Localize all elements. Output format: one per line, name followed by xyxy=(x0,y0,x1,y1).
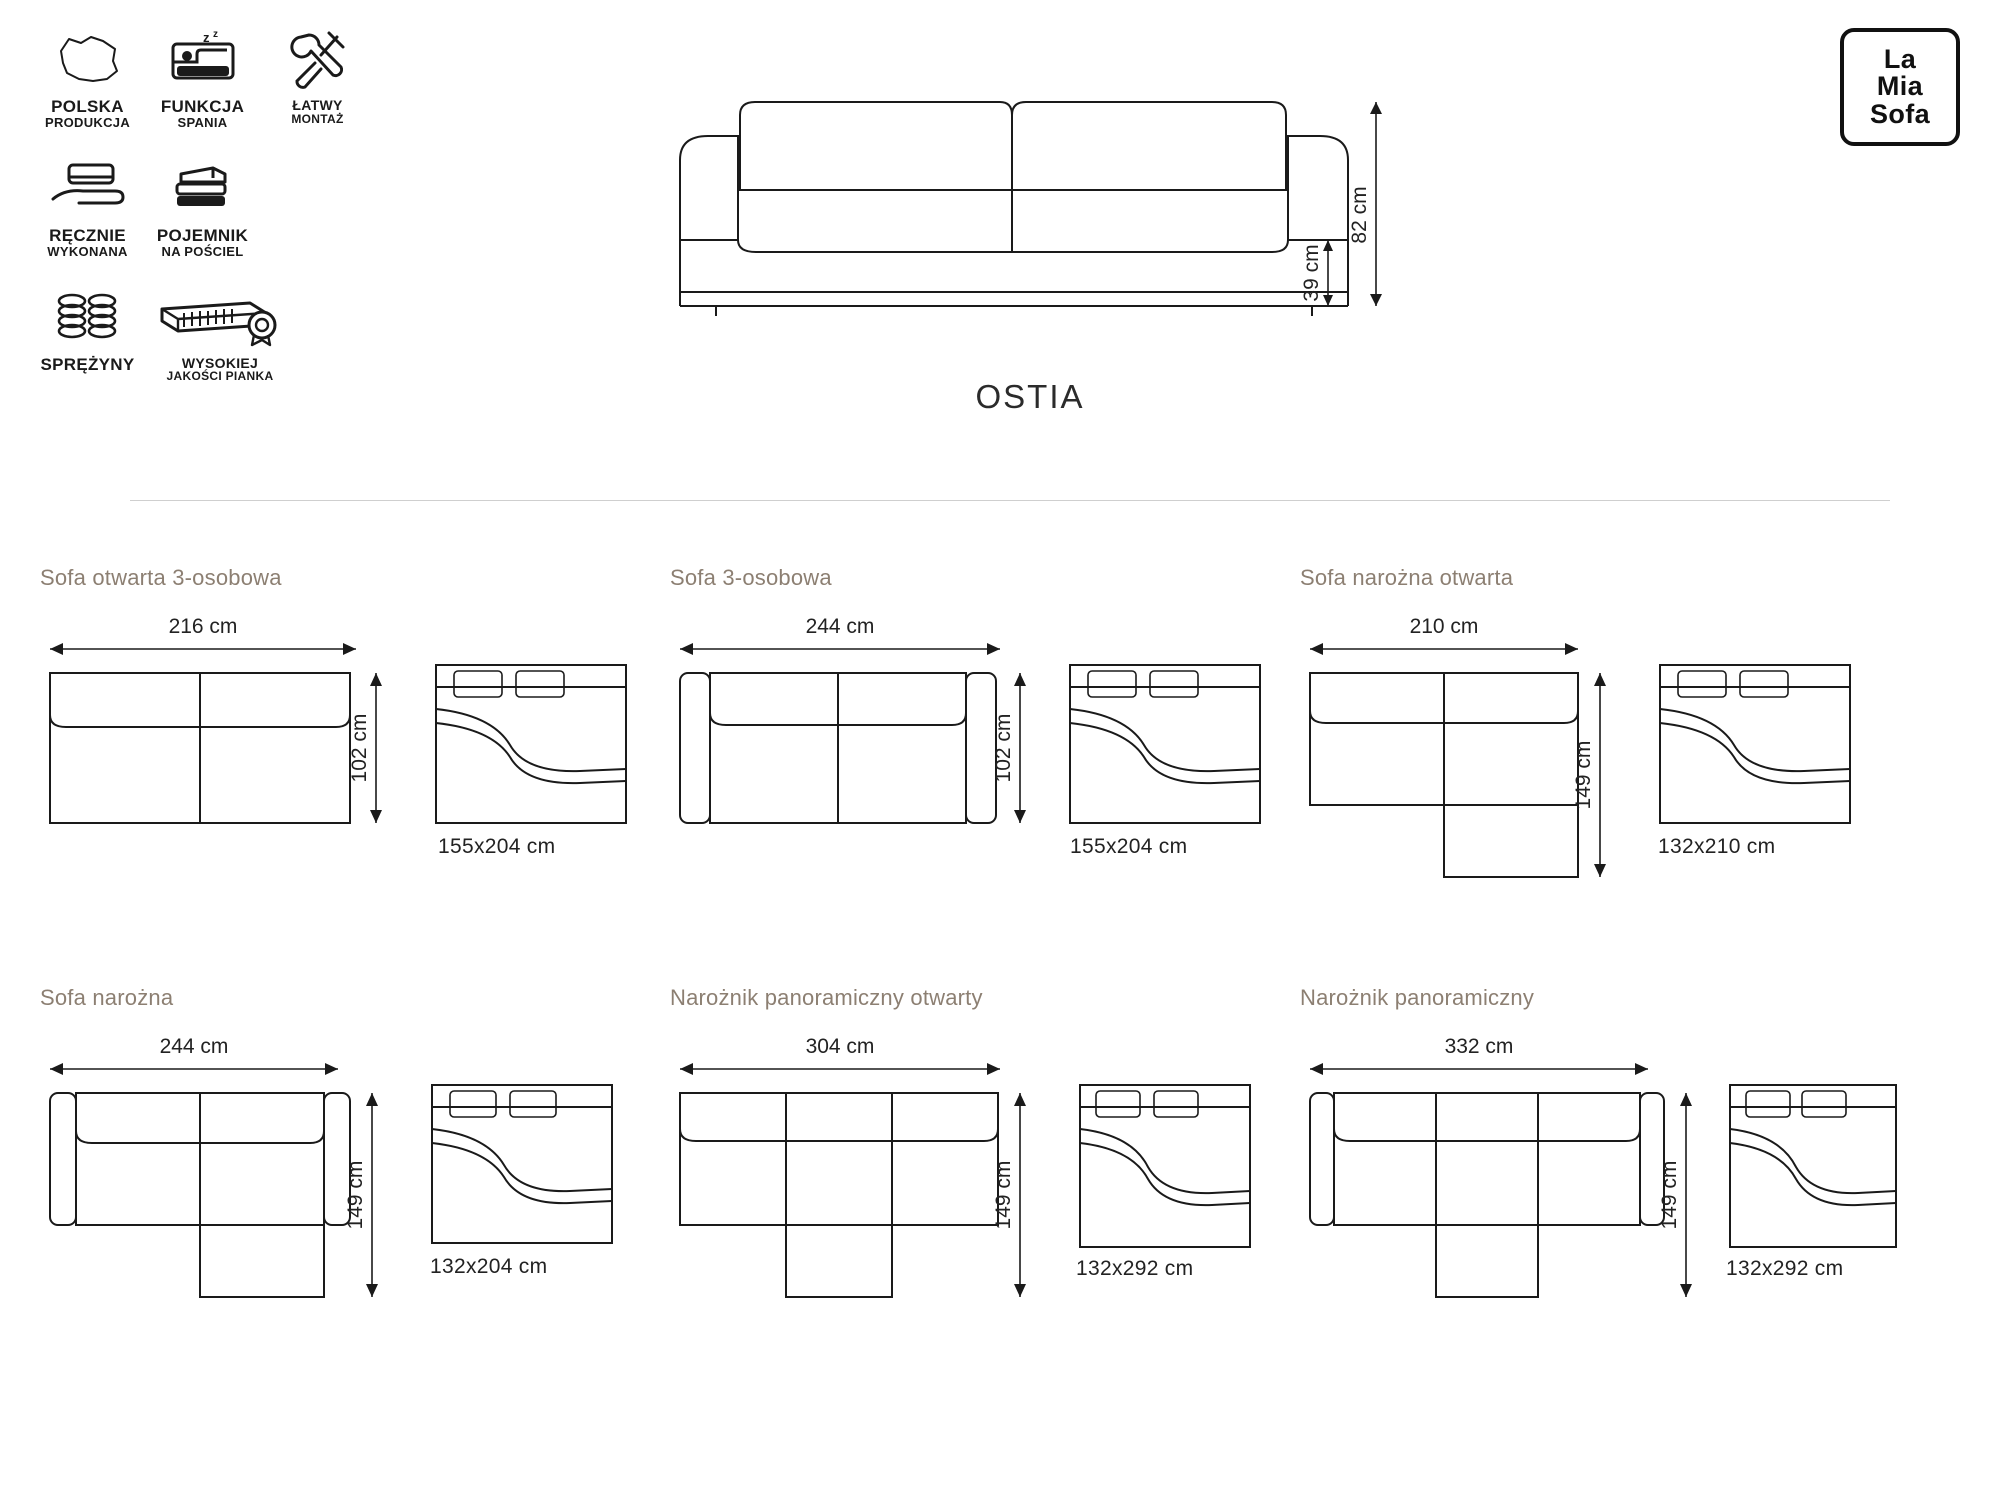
feature-label-line1: ŁATWY xyxy=(292,97,343,113)
variant-width-label: 332 cm xyxy=(1444,1035,1514,1058)
bedding-storage-icon xyxy=(167,149,239,227)
variant-depth-label: 102 cm xyxy=(348,713,371,783)
feature-wysokiej-jakosci-pianka xyxy=(145,278,295,384)
variant-depth-label: 149 cm xyxy=(1658,1160,1681,1230)
variant-sofa-narozna xyxy=(40,985,640,1305)
variant-sofa-narozna-otwarta xyxy=(1300,565,1900,885)
springs-icon xyxy=(50,278,126,356)
feature-row-2 xyxy=(30,149,410,260)
variant-bed-label: 132x204 cm xyxy=(430,1255,548,1278)
feature-latwy-montaz xyxy=(260,20,375,126)
poland-map-icon xyxy=(55,20,121,98)
variant-sofa-otwarta-3-osobowa xyxy=(40,565,640,885)
variant-bed-label: 132x292 cm xyxy=(1726,1257,1844,1280)
hand-sofa-icon xyxy=(49,149,127,227)
logo-line-1: La xyxy=(1883,43,1917,74)
feature-label-line2: PRODUKCJA xyxy=(44,114,131,130)
variant-naroznik-panoramiczny xyxy=(1300,985,1900,1305)
variant-title: Sofa 3-osobowa xyxy=(670,565,832,590)
variant-title: Sofa narożna xyxy=(40,985,174,1010)
variant-bed-label: 155x204 cm xyxy=(1070,835,1188,858)
feature-label-line1: RĘCZNIE xyxy=(49,225,126,245)
logo-line-2: Mia xyxy=(1876,71,1924,102)
feature-polska-produkcja xyxy=(30,20,145,131)
feature-label-line1: POLSKA xyxy=(51,97,124,116)
feature-label-line1: FUNKCJA xyxy=(160,97,245,116)
variant-width-label: 244 cm xyxy=(805,615,875,638)
product-title: OSTIA xyxy=(975,378,1085,415)
feature-row-1 xyxy=(30,20,410,131)
feature-pojemnik-na-posciel xyxy=(145,149,260,260)
feature-label-line1: SPRĘŻYNY xyxy=(40,354,135,374)
foam-quality-icon xyxy=(150,278,290,356)
variant-bed-label: 155x204 cm xyxy=(438,835,556,858)
variant-title: Narożnik panoramiczny otwarty xyxy=(670,985,983,1010)
svg-text:z: z xyxy=(202,30,209,45)
variant-sofa-3-osobowa xyxy=(670,565,1270,885)
variant-depth-label: 149 cm xyxy=(992,1160,1015,1230)
hero-height-seat-label: 39 cm xyxy=(1300,244,1323,302)
variant-depth-label: 149 cm xyxy=(344,1160,367,1230)
feature-label-line2: NA POŚCIEL xyxy=(161,243,244,259)
svg-text:z: z xyxy=(212,29,218,40)
variant-title: Narożnik panoramiczny xyxy=(1300,985,1535,1010)
section-divider xyxy=(130,500,1890,501)
variant-depth-label: 102 cm xyxy=(992,713,1015,783)
brand-logo xyxy=(1840,28,1960,146)
sleeping-person-icon xyxy=(167,20,239,98)
variant-width-label: 210 cm xyxy=(1409,615,1479,638)
variant-title: Sofa otwarta 3-osobowa xyxy=(40,565,282,590)
variant-width-label: 304 cm xyxy=(805,1035,875,1058)
variant-depth-label: 149 cm xyxy=(1572,740,1595,810)
feature-label-line2: SPANIA xyxy=(177,114,228,130)
variant-naroznik-panoramiczny-otwarty xyxy=(670,985,1270,1305)
feature-row-3 xyxy=(30,278,410,384)
logo-line-3: Sofa xyxy=(1869,98,1931,129)
tools-icon xyxy=(285,20,351,98)
variant-width-label: 244 cm xyxy=(159,1035,229,1058)
variant-title: Sofa narożna otwarta xyxy=(1300,565,1514,590)
feature-label-line1: POJEMNIK xyxy=(156,225,249,245)
variant-bed-label: 132x292 cm xyxy=(1076,1257,1194,1280)
variant-width-label: 216 cm xyxy=(168,615,238,638)
feature-recznie-wykonana xyxy=(30,149,145,260)
feature-label-line2: JAKOŚCI PIANKA xyxy=(166,369,274,384)
feature-label-line1: WYSOKIEJ xyxy=(181,354,259,371)
feature-sprezyny xyxy=(30,278,145,374)
hero-sofa-illustration xyxy=(660,40,1400,370)
variant-bed-label: 132x210 cm xyxy=(1658,835,1776,858)
feature-list xyxy=(30,20,410,384)
feature-label-line2: WYKONANA xyxy=(47,243,128,259)
feature-funkcja-spania xyxy=(145,20,260,131)
feature-label-line2: MONTAŻ xyxy=(291,111,344,126)
hero-height-total-label: 82 cm xyxy=(1348,186,1371,244)
